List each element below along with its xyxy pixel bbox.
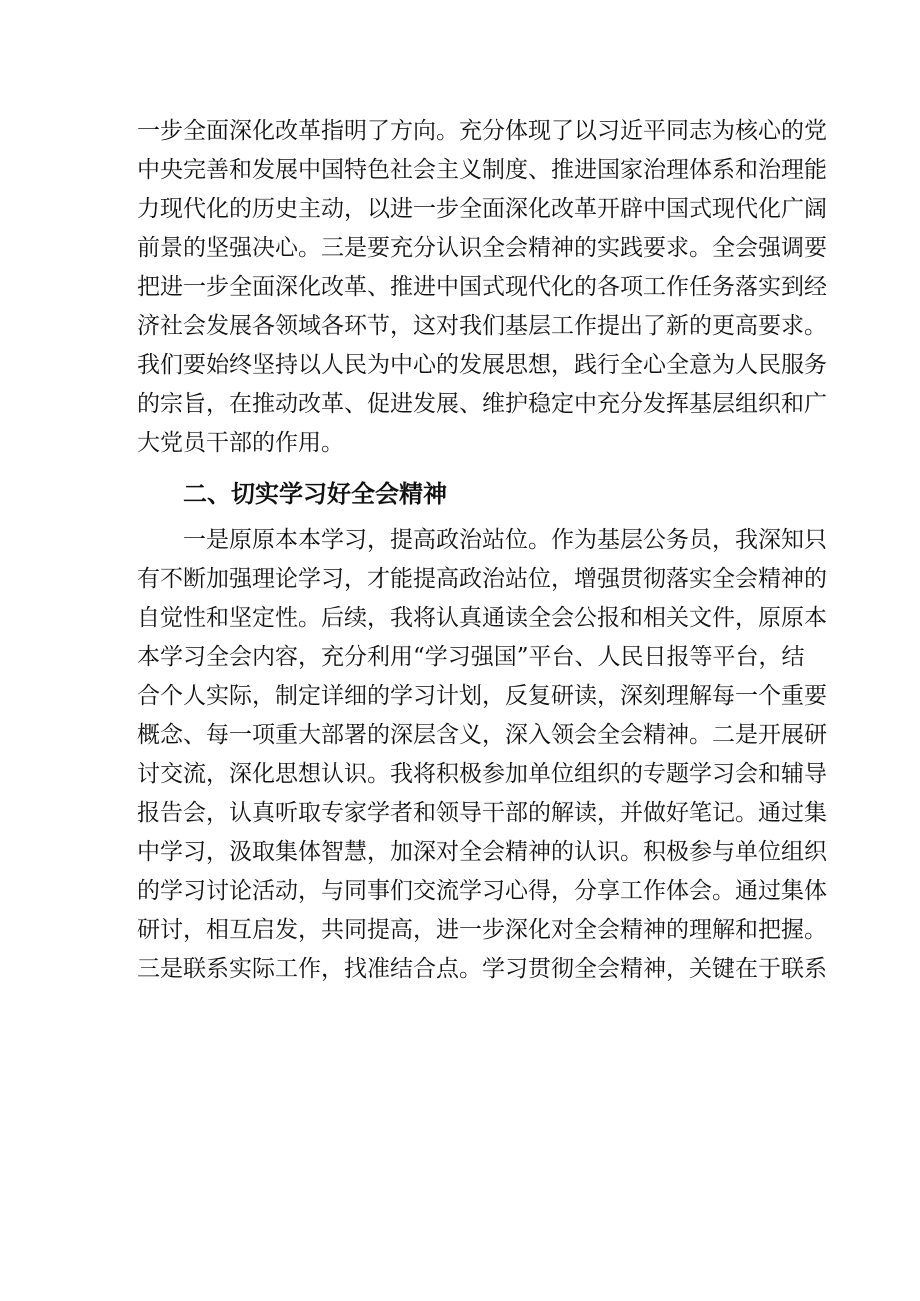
text-line: 讨交流，深化思想认识。我将积极参加单位组织的专题学习会和辅导 xyxy=(137,761,827,787)
section-heading: 二、切实学习好全会精神 xyxy=(183,480,447,508)
text-line: 中央完善和发展中国特色社会主义制度、推进国家治理体系和治理能 xyxy=(137,157,827,183)
text-line: 合个人实际，制定详细的学习计划，反复研读，深刻理解每一个重要 xyxy=(137,683,827,709)
text-line: 三是联系实际工作，找准结合点。学习贯彻全会精神，关键在于联系 xyxy=(137,956,827,982)
text-line: 自觉性和坚定性。后续，我将认真通读全会公报和相关文件，原原本 xyxy=(137,605,827,631)
document-body xyxy=(137,112,827,989)
text-line: 有不断加强理论学习，才能提高政治站位，增强贯彻落实全会精神的 xyxy=(137,566,827,592)
text-line: 研讨，相互启发，共同提高，进一步深化对全会精神的理解和把握。 xyxy=(137,917,827,943)
text-line: 报告会，认真听取专家学者和领导干部的解读，并做好笔记。通过集 xyxy=(137,800,827,826)
text-line: 大党员干部的作用。 xyxy=(137,430,344,456)
text-line: 中学习，汲取集体智慧，加深对全会精神的认识。积极参与单位组织 xyxy=(137,839,827,865)
text-line: 前景的坚强决心。三是要充分认识全会精神的实践要求。全会强调要 xyxy=(137,235,827,261)
text-line: 力现代化的历史主动，以进一步全面深化改革开辟中国式现代化广阔 xyxy=(137,196,827,222)
text-line: 济社会发展各领域各环节，这对我们基层工作提出了新的更高要求。 xyxy=(137,313,827,339)
paragraph-2 xyxy=(137,521,827,989)
text-line: 我们要始终坚持以人民为中心的发展思想，践行全心全意为人民服务 xyxy=(137,352,827,378)
text-line: 概念、每一项重大部署的深层含义，深入领会全会精神。二是开展研 xyxy=(137,722,827,748)
text-line: 的宗旨，在推动改革、促进发展、维护稳定中充分发挥基层组织和广 xyxy=(137,391,827,417)
paragraph-1 xyxy=(137,112,827,463)
text-line: 的学习讨论活动，与同事们交流学习心得，分享工作体会。通过集体 xyxy=(137,878,827,904)
text-line: 一是原原本本学习，提高政治站位。作为基层公务员，我深知只 xyxy=(183,527,827,553)
text-line: 把进一步全面深化改革、推进中国式现代化的各项工作任务落实到经 xyxy=(137,274,827,300)
text-line: 一步全面深化改革指明了方向。充分体现了以习近平同志为核心的党 xyxy=(137,118,827,144)
text-line: 本学习全会内容，充分利用“学习强国”平台、人民日报等平台，结 xyxy=(137,644,805,670)
